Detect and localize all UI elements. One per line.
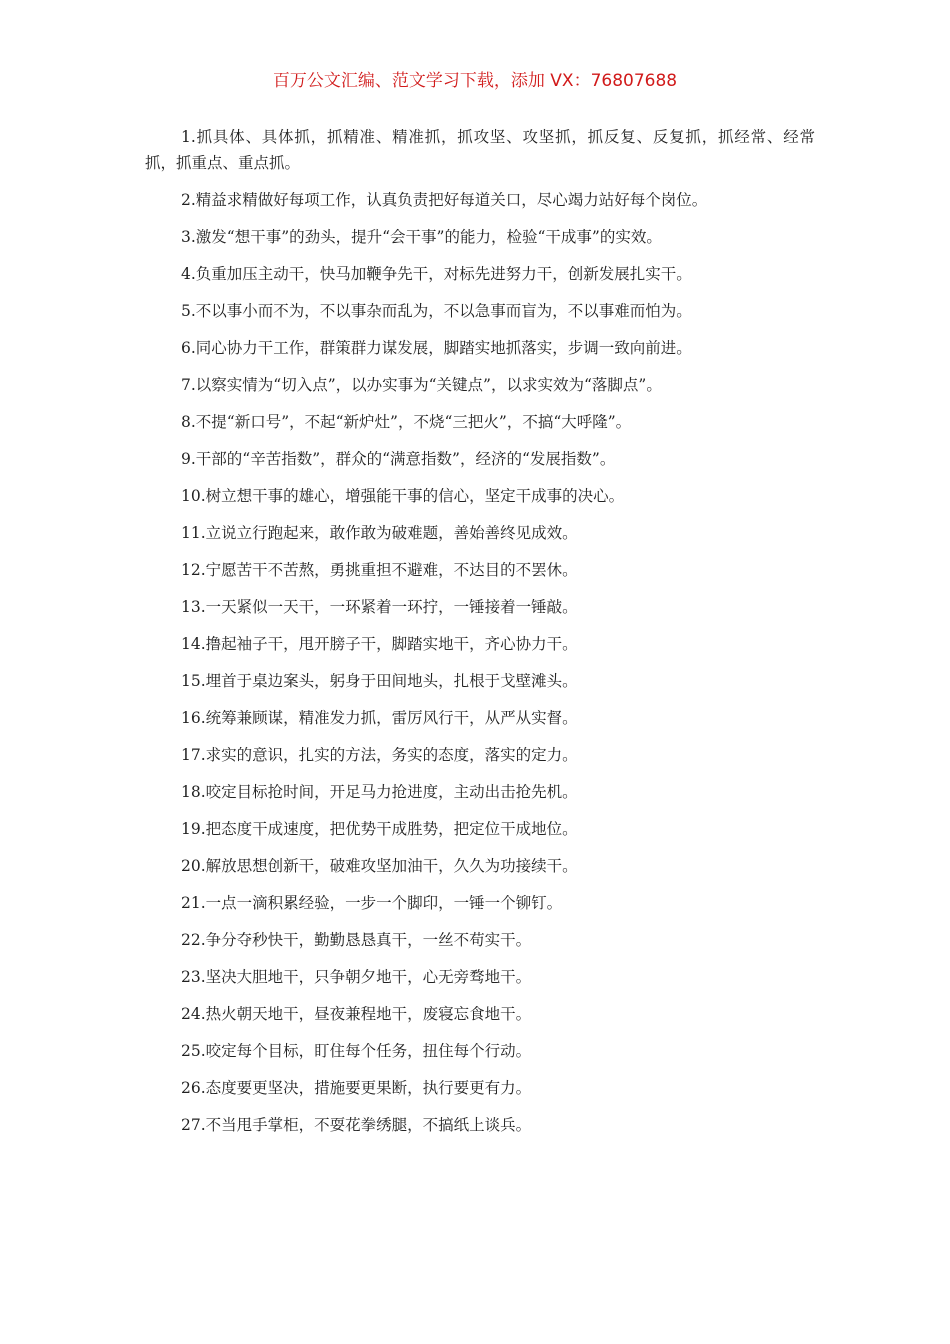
list-item: 1.抓具体、具体抓，抓精准、精准抓，抓攻坚、攻坚抓，抓反复、反复抓，抓经常、经常抓，抓重点、重点抓。 xyxy=(145,128,815,172)
list-item: 10.树立想干事的雄心，增强能干事的信心，坚定干成事的决心。 xyxy=(181,487,625,505)
list-item: 13.一天紧似一天干，一环紧着一环拧，一锤接着一锤敲。 xyxy=(181,598,578,616)
list-item: 27.不当甩手掌柜，不耍花拳绣腿，不搞纸上谈兵。 xyxy=(181,1116,532,1134)
list-item: 7.以察实情为“切入点”，以办实事为“关键点”，以求实效为“落脚点”。 xyxy=(181,376,662,394)
list-item: 14.撸起袖子干，甩开膀子干，脚踏实地干，齐心协力干。 xyxy=(181,635,578,653)
list-item: 3.激发“想干事”的劲头，提升“会干事”的能力，检验“干成事”的实效。 xyxy=(181,228,662,246)
list-item: 5.不以事小而不为，不以事杂而乱为，不以急事而盲为，不以事难而怕为。 xyxy=(181,302,692,320)
list-item: 9.干部的“辛苦指数”，群众的“满意指数”，经济的“发展指数”。 xyxy=(181,450,616,468)
list-item: 12.宁愿苦干不苦熬，勇挑重担不避难，不达目的不罢休。 xyxy=(181,561,578,579)
list-item: 22.争分夺秒快干，勤勤恳恳真干，一丝不苟实干。 xyxy=(181,931,532,949)
list-item: 11.立说立行跑起来，敢作敢为破难题，善始善终见成效。 xyxy=(181,524,578,542)
list-item: 24.热火朝天地干，昼夜兼程地干，废寝忘食地干。 xyxy=(181,1005,532,1023)
list-item: 2.精益求精做好每项工作，认真负责把好每道关口，尽心竭力站好每个岗位。 xyxy=(181,191,708,209)
list-item: 17.求实的意识，扎实的方法，务实的态度，落实的定力。 xyxy=(181,746,578,764)
list-item: 21.一点一滴积累经验，一步一个脚印，一锤一个铆钉。 xyxy=(181,894,563,912)
list-item: 6.同心协力干工作，群策群力谋发展，脚踏实地抓落实，步调一致向前进。 xyxy=(181,339,692,357)
list-item: 15.埋首于桌边案头，躬身于田间地头，扎根于戈壁滩头。 xyxy=(181,672,578,690)
list-item: 16.统筹兼顾谋，精准发力抓，雷厉风行干，从严从实督。 xyxy=(181,709,578,727)
header-banner: 百万公文汇编、范文学习下载，添加 VX：76807688 xyxy=(272,71,678,91)
list-item: 26.态度要更坚决，措施要更果断，执行要更有力。 xyxy=(181,1079,532,1097)
list-item: 8.不提“新口号”，不起“新炉灶”，不烧“三把火”，不搞“大呼隆”。 xyxy=(181,413,632,431)
item-list xyxy=(145,124,815,1149)
list-item: 23.坚决大胆地干，只争朝夕地干，心无旁骛地干。 xyxy=(181,968,532,986)
list-item: 18.咬定目标抢时间，开足马力抢进度，主动出击抢先机。 xyxy=(181,783,578,801)
list-item: 20.解放思想创新干，破难攻坚加油干，久久为功接续干。 xyxy=(181,857,578,875)
list-item: 4.负重加压主动干，快马加鞭争先干，对标先进努力干，创新发展扎实干。 xyxy=(181,265,692,283)
list-item: 25.咬定每个目标，盯住每个任务，扭住每个行动。 xyxy=(181,1042,532,1060)
list-item: 19.把态度干成速度，把优势干成胜势，把定位干成地位。 xyxy=(181,820,578,838)
